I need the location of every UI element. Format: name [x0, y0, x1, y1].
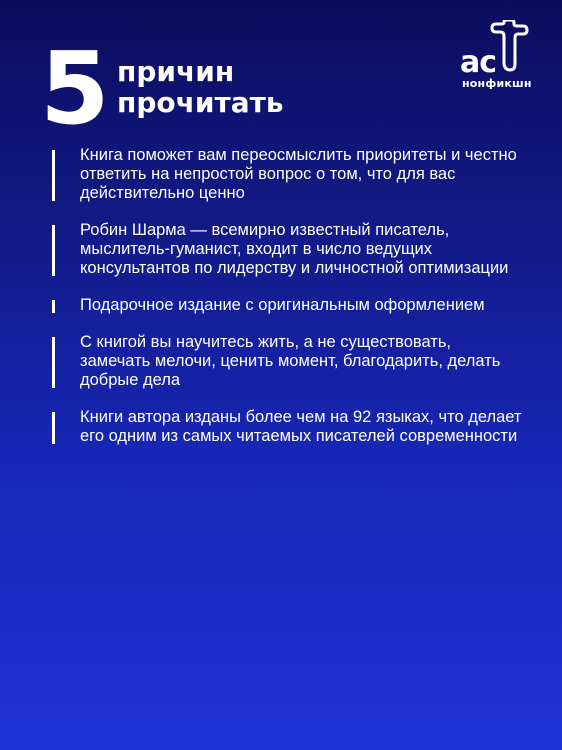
page-title [117, 56, 284, 118]
title-line-2: прочитать [117, 86, 284, 119]
reasons-count: 5 [40, 30, 108, 147]
list-item-text: С книгой вы научитесь жить, а не существовать, замечать мелочи, ценить момент, благодарить, делать добрые дела [80, 333, 501, 389]
list-item-text: Робин Шарма — всемирно известный писатель, мыслитель-гуманист, входит в число ведущих консультантов по лидерству и личностной оптимизации [80, 221, 509, 277]
list-item-text: Книги автора изданы более чем на 92 языках, что делает его одним из самых читаемых писателей современности [80, 408, 522, 445]
logo-subtitle: нонфикшн [462, 77, 532, 90]
list-item [52, 221, 522, 278]
list-item [52, 408, 522, 446]
list-item-bar [52, 150, 55, 201]
header [40, 30, 520, 147]
list-item-bar [52, 225, 55, 276]
list-item [52, 146, 522, 203]
list-item-bar [52, 337, 55, 388]
title-line-1: причин [117, 55, 235, 88]
reasons-list [52, 146, 522, 464]
list-item-bar [52, 412, 55, 444]
list-item [52, 333, 522, 390]
logo-letters: ас [460, 45, 497, 80]
list-item-text: Книга поможет вам переосмыслить приоритеты и честно ответить на непростой вопрос о том, что для вас действительно ценно [80, 146, 517, 202]
list-item-text: Подарочное издание с оригинальным оформлением [80, 296, 485, 314]
list-item [52, 296, 522, 315]
list-item-bar [52, 300, 55, 313]
publisher-logo [452, 20, 547, 95]
